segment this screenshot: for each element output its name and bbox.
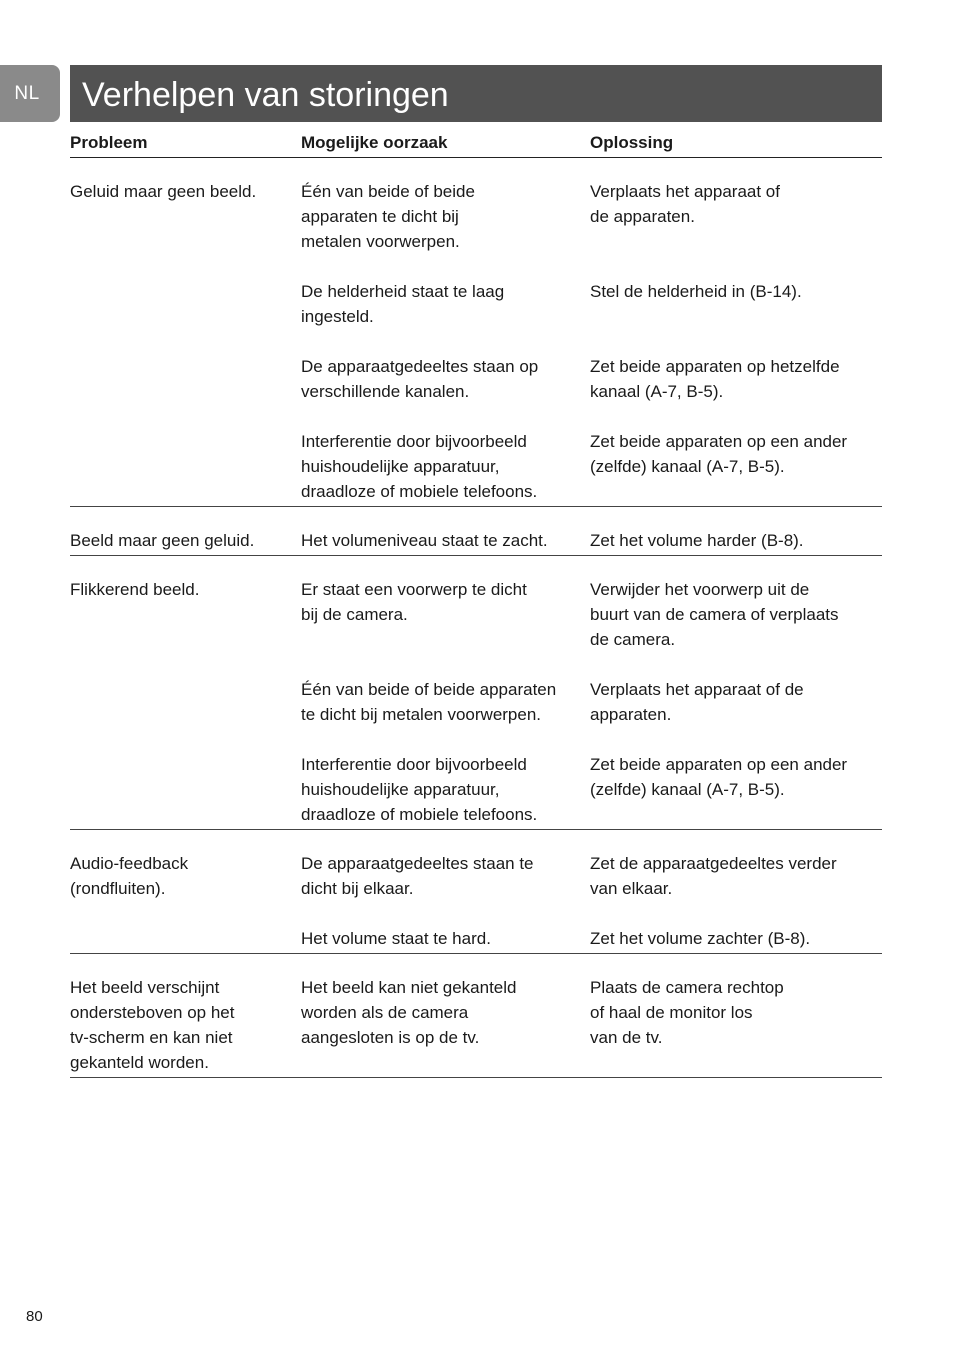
table-row [70,652,882,727]
solution-cell: Verwijder het voorwerp uit de buurt van de camera of verplaats de camera. [590,580,839,649]
cause-cell: Het volume staat te hard. [301,901,590,954]
cause-cell: Interferentie door bijvoorbeeld huishoudelijke apparatuur, draadloze of mobiele telefoons. [301,404,590,507]
problem-cell [70,727,301,830]
solution-cell: Verplaats het apparaat of de apparaten. [590,680,804,724]
cause-cell: Er staat een voorwerp te dicht bij de camera. [301,580,527,624]
header-problem: Probleem [70,130,301,158]
problem-cell: Beeld maar geen geluid. [70,507,301,556]
problem-cell [70,329,301,404]
solution-cell: Zet de apparaatgedeeltes verder van elkaar. [590,854,837,898]
table-row [70,901,882,954]
problem-cell [70,901,301,954]
header-cause: Mogelijke oorzaak [301,130,590,158]
table-row [70,556,882,653]
cause-cell: Het beeld kan niet gekanteld worden als de camera aangesloten is op de tv. [301,954,590,1078]
table-row [70,158,882,255]
table-row [70,329,882,404]
solution-cell: Zet beide apparaten op een ander (zelfde) kanaal (A-7, B-5). [590,727,882,830]
solution-cell: Zet beide apparaten op een ander (zelfde) kanaal (A-7, B-5). [590,404,882,507]
cause-cell: De apparaatgedeeltes staan op verschillende kanalen. [301,357,539,401]
cause-cell: De helderheid staat te laag ingesteld. [301,282,505,326]
troubleshooting-table [70,130,882,1078]
language-tab: NL [0,65,60,122]
cause-cell: Het volumeniveau staat te zacht. [301,507,590,556]
problem-cell: Flikkerend beeld. [70,580,200,599]
table-row [70,507,882,556]
cause-cell: Één van beide of beide apparaten te dicht bij metalen voorwerpen. [301,182,475,251]
table-row [70,954,882,1078]
solution-cell: Zet het volume harder (B-8). [590,507,882,556]
solution-cell: Verplaats het apparaat of de apparaten. [590,182,780,226]
problem-cell: Geluid maar geen beeld. [70,182,257,201]
solution-cell: Stel de helderheid in (B-14). [590,282,802,301]
header-solution: Oplossing [590,130,882,158]
table-header-row [70,130,882,158]
cause-cell: De apparaatgedeeltes staan te dicht bij elkaar. [301,854,534,898]
table-row [70,727,882,830]
solution-cell: Plaats de camera rechtop of haal de monitor los van de tv. [590,954,882,1078]
page-title: Verhelpen van storingen [70,65,882,122]
table-row [70,254,882,329]
table-row [70,830,882,902]
problem-cell: Audio-feedback (rondfluiten). [70,854,189,898]
solution-cell: Zet het volume zachter (B-8). [590,901,882,954]
problem-cell [70,652,301,727]
cause-cell: Interferentie door bijvoorbeeld huishoudelijke apparatuur, draadloze of mobiele telefoons. [301,727,590,830]
problem-cell [70,404,301,507]
problem-cell: Het beeld verschijnt ondersteboven op het tv-scherm en kan niet gekanteld worden. [70,954,301,1078]
table-row [70,404,882,507]
cause-cell: Één van beide of beide apparaten te dicht bij metalen voorwerpen. [301,680,557,724]
problem-cell [70,254,301,329]
page-number: 80 [26,1308,43,1325]
solution-cell: Zet beide apparaten op hetzelfde kanaal (A-7, B-5). [590,357,840,401]
